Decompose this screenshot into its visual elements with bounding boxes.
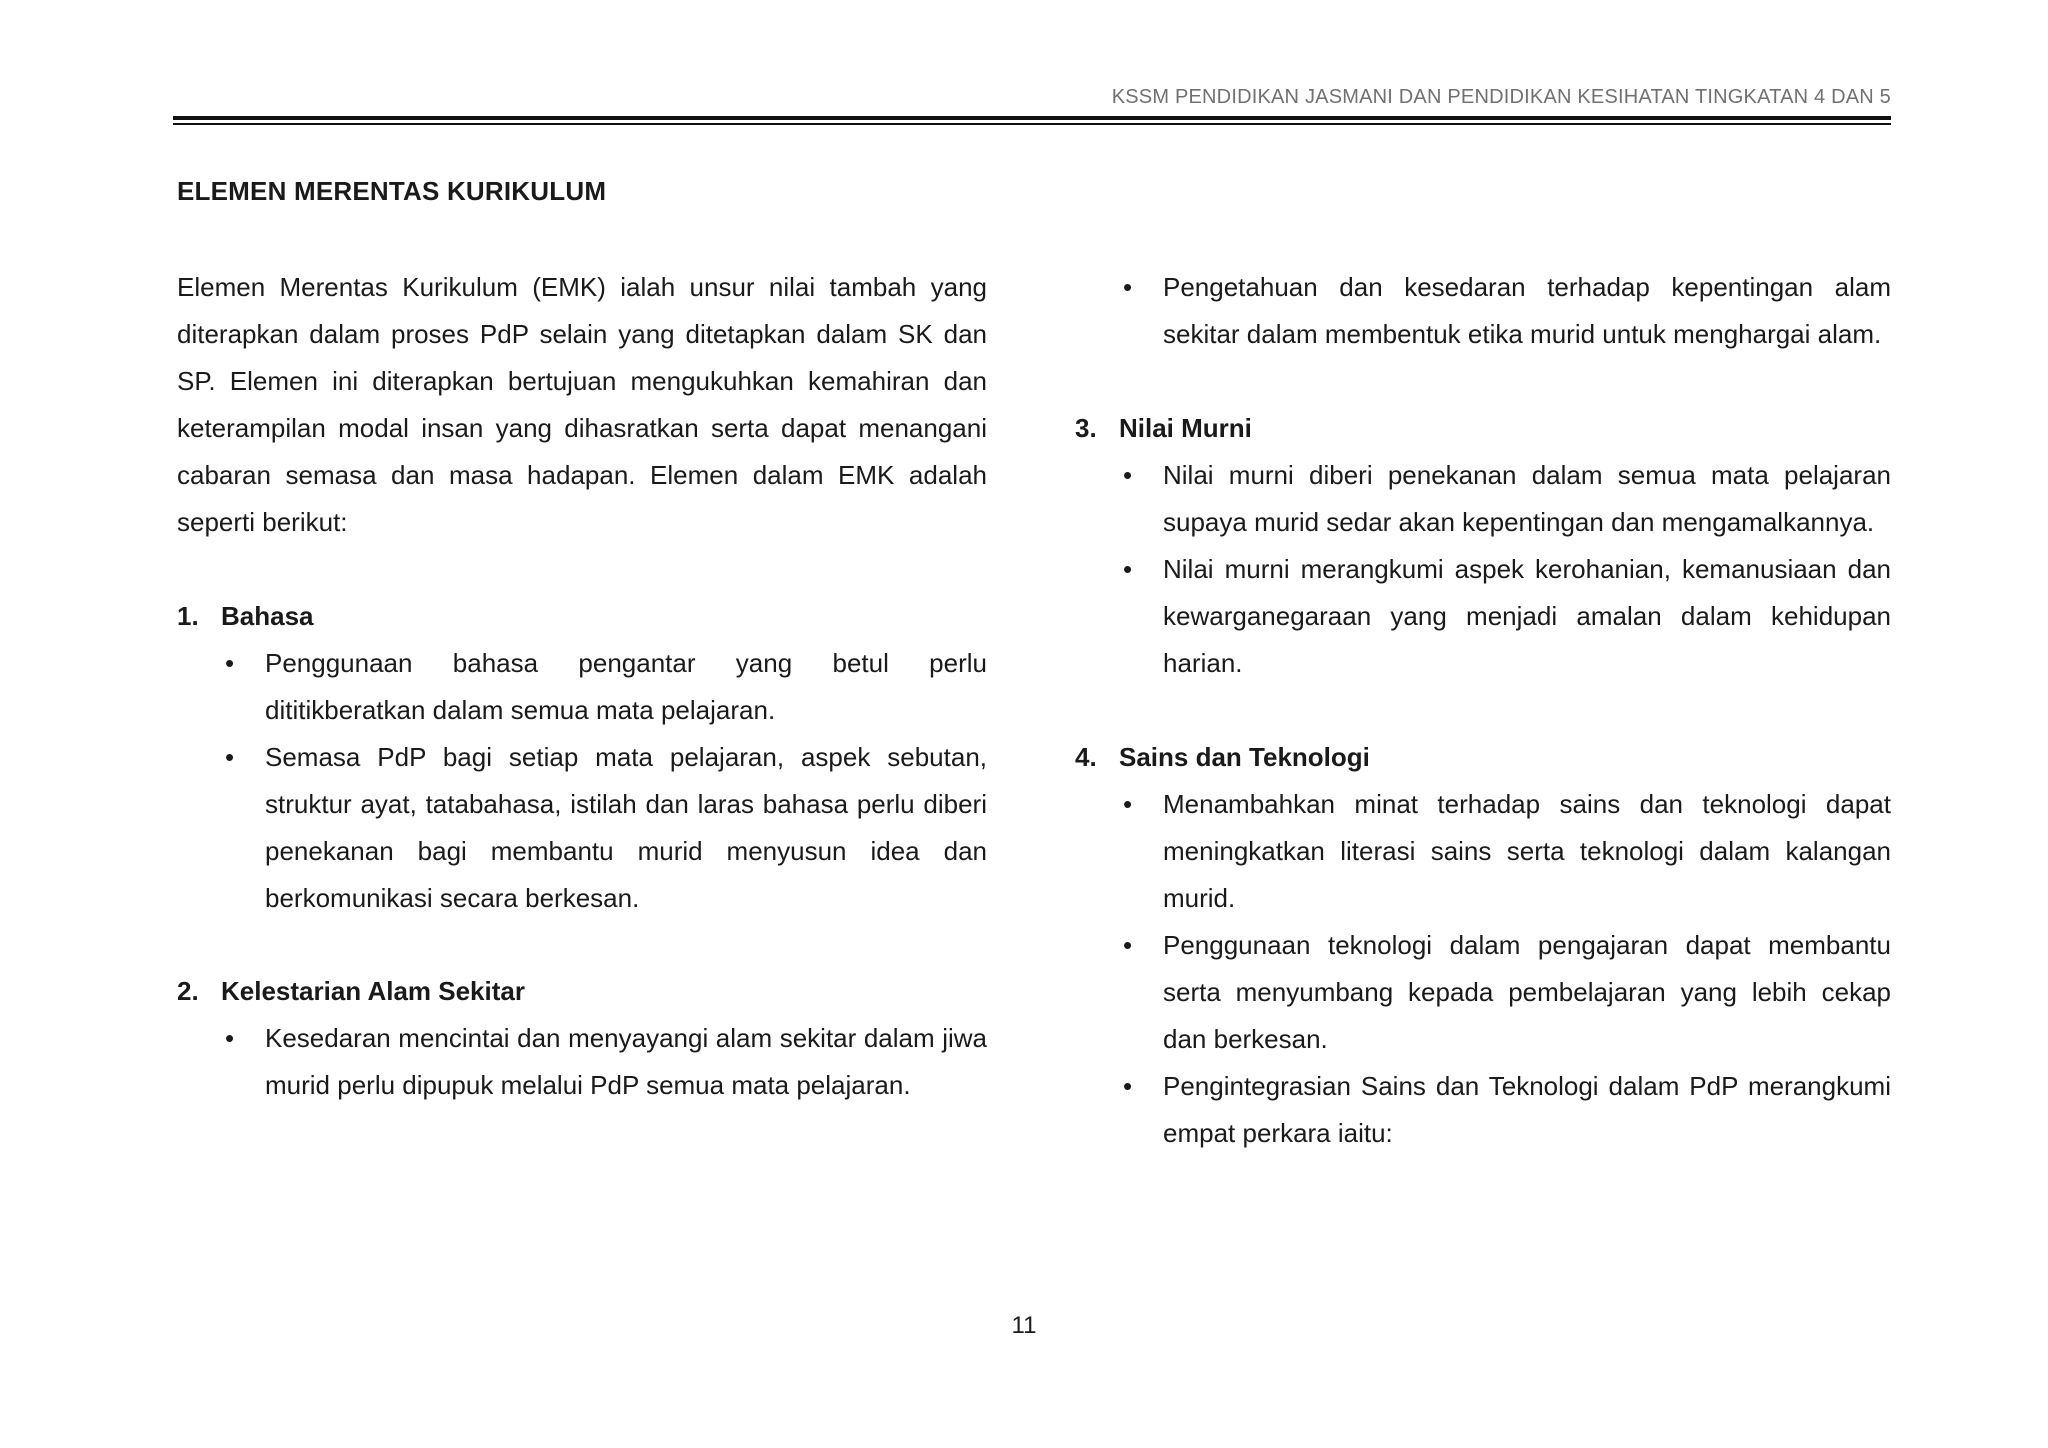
section-sains-dan-teknologi [1075, 734, 1891, 1157]
section-heading [177, 968, 987, 1015]
section-number: 1. [177, 601, 199, 631]
bullet-icon: • [225, 742, 235, 772]
list-item [221, 734, 987, 922]
bullet-icon: • [1123, 1071, 1133, 1101]
section-bahasa [177, 593, 987, 922]
bullet-text: Nilai murni merangkumi aspek kerohanian, kemanusiaan dan kewarganegaraan yang menjadi amalan dalam kehidupan harian. [1163, 554, 1891, 678]
section-kelestarian-continued [1075, 264, 1891, 358]
intro-paragraph: Elemen Merentas Kurikulum (EMK) ialah unsur nilai tambah yang diterapkan dalam proses PdP selain yang ditetapkan dalam SK dan SP. Elemen ini diterapkan bertujuan mengukuhkan kemahiran dan keterampilan modal insan yang dihasratkan serta dapat menangani cabaran semasa dan masa hadapan. Elemen dalam EMK adalah seperti berikut: [177, 272, 987, 537]
section-title: Kelestarian Alam Sekitar [221, 976, 525, 1006]
list-item [221, 1015, 987, 1109]
section-number: 3. [1075, 413, 1097, 443]
page-title: ELEMEN MERENTAS KURIKULUM [177, 176, 607, 206]
section-title: Bahasa [221, 601, 314, 631]
bullet-icon: • [1123, 460, 1133, 490]
bullet-icon: • [225, 1023, 235, 1053]
list-item [1119, 264, 1891, 358]
bullet-text: Penggunaan bahasa pengantar yang betul perlu dititikberatkan dalam semua mata pelajaran. [265, 648, 987, 725]
list-item [1119, 546, 1891, 687]
bullet-text: Kesedaran mencintai dan menyayangi alam sekitar dalam jiwa murid perlu dipupuk melalui PdP semua mata pelajaran. [265, 1023, 987, 1100]
section-number: 2. [177, 976, 199, 1006]
bullet-list [1075, 264, 1891, 358]
header-rule-thick [173, 116, 1891, 120]
list-item [221, 640, 987, 734]
header-rule-thin [173, 123, 1891, 125]
bullet-text: Nilai murni diberi penekanan dalam semua mata pelajaran supaya murid sedar akan kepentingan dan mengamalkannya. [1163, 460, 1891, 537]
running-header: KSSM PENDIDIKAN JASMANI DAN PENDIDIKAN KESIHATAN TINGKATAN 4 DAN 5 [1111, 86, 1891, 108]
bullet-text: Pengintegrasian Sains dan Teknologi dalam PdP merangkumi empat perkara iaitu: [1163, 1071, 1891, 1148]
list-item [1119, 781, 1891, 922]
section-heading [177, 593, 987, 640]
list-item [1119, 922, 1891, 1063]
bullet-list [177, 1015, 987, 1109]
section-kelestarian-alam-sekitar [177, 968, 987, 1109]
bullet-icon: • [1123, 554, 1133, 584]
bullet-icon: • [1123, 789, 1133, 819]
section-title: Sains dan Teknologi [1119, 742, 1370, 772]
left-column [177, 264, 987, 1109]
bullet-icon: • [1123, 272, 1133, 302]
bullet-list [1075, 452, 1891, 687]
bullet-list [177, 640, 987, 922]
section-nilai-murni [1075, 405, 1891, 687]
bullet-icon: • [225, 648, 235, 678]
bullet-list [1075, 781, 1891, 1157]
list-item [1119, 1063, 1891, 1157]
section-heading [1075, 405, 1891, 452]
bullet-text: Penggunaan teknologi dalam pengajaran dapat membantu serta menyumbang kepada pembelajaran yang lebih cekap dan berkesan. [1163, 930, 1891, 1054]
section-heading [1075, 734, 1891, 781]
bullet-text: Pengetahuan dan kesedaran terhadap kepentingan alam sekitar dalam membentuk etika murid untuk menghargai alam. [1163, 272, 1891, 349]
bullet-icon: • [1123, 930, 1133, 960]
bullet-text: Menambahkan minat terhadap sains dan teknologi dapat meningkatkan literasi sains serta teknologi dalam kalangan murid. [1163, 789, 1891, 913]
bullet-text: Semasa PdP bagi setiap mata pelajaran, aspek sebutan, struktur ayat, tatabahasa, istilah dan laras bahasa perlu diberi penekanan bagi membantu murid menyusun idea dan berkomunikasi secara berkesan. [265, 742, 987, 913]
section-title: Nilai Murni [1119, 413, 1252, 443]
page-number: 11 [1011, 1312, 1037, 1339]
section-number: 4. [1075, 742, 1097, 772]
list-item [1119, 452, 1891, 546]
right-column [1075, 264, 1891, 1157]
